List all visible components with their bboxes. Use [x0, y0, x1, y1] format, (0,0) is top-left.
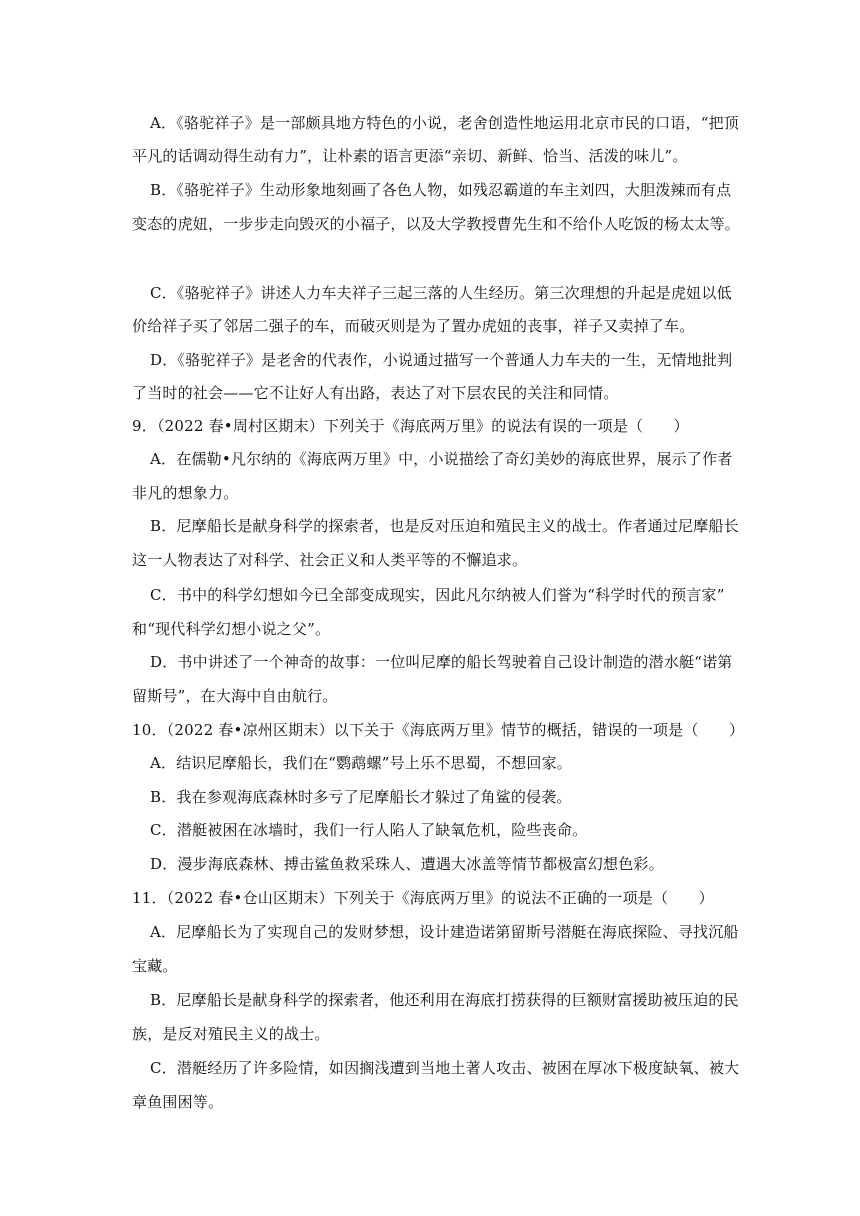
- q11-option-a-line1: A．尼摩船长为了实现自己的发财梦想，设计建造诺第留斯号潜艇在海底探险、寻找沉船: [150, 923, 739, 941]
- q11-option-c-line1: C．潜艇经历了许多险情，如因搁浅遭到当地土著人攻击、被困在厚冰下极度缺氧、被大: [150, 1059, 740, 1077]
- q9-option-c-line2: 和“现代科学幻想小说之父”。: [132, 620, 331, 638]
- q8-option-a-line1: A．《骆驼祥子》是一部颇具地方特色的小说，老舍创造性地运用北京市民的口语，“把顶: [150, 114, 740, 132]
- q8-option-c-line2: 价给祥子买了邻居二强子的车，而破灭则是为了置办虎妞的丧事，祥子又卖掉了车。: [132, 317, 695, 335]
- q11-stem: 11．（2022 春•仓山区期末）下列关于《海底两万里》的说法不正确的一项是（ ）: [132, 889, 714, 907]
- q8-option-d-line1: D．《骆驼祥子》是老舍的代表作，小说通过描写一个普通人力车夫的一生，无情地批判: [150, 351, 733, 369]
- q9-option-d-line1: D．书中讲述了一个神奇的故事：一位叫尼摩的船长驾驶着自己设计制造的潜水艇“诺第: [150, 653, 733, 671]
- q9-option-c-line1: C．书中的科学幻想如今已全部变成现实，因此凡尔纳被人们誉为“科学时代的预言家”: [150, 586, 725, 604]
- q9-stem: 9．（2022 春•周村区期末）下列关于《海底两万里》的说法有误的一项是（ ）: [132, 417, 689, 435]
- q10-option-d: D．漫步海底森林、搏击鲨鱼救采珠人、遭遇大冰盖等情节都极富幻想色彩。: [150, 855, 664, 873]
- q10-option-b: B．我在参观海底森林时多亏了尼摩船长才躲过了角鲨的侵袭。: [150, 788, 572, 806]
- q11-option-b-line1: B．尼摩船长是献身科学的探索者，他还利用在海底打捞获得的巨额财富援助被压迫的民: [150, 991, 739, 1009]
- q11-option-c-line2: 章鱼围困等。: [132, 1093, 224, 1111]
- q9-option-b-line2: 这一人物表达了对科学、社会正义和人类平等的不懈追求。: [132, 551, 528, 569]
- q8-option-a-line2: 平凡的话调动得生动有力”，让朴素的语言更添“亲切、新鲜、恰当、活泼的味儿”。: [132, 147, 688, 165]
- q9-option-b-line1: B．尼摩船长是献身科学的探索者，也是反对压迫和殖民主义的战士。作者通过尼摩船长: [150, 517, 739, 535]
- q10-option-c: C．潜艇被困在冰墙时，我们一行人陷人了缺氧危机，险些丧命。: [150, 821, 588, 839]
- q10-option-a: A．结识尼摩船长，我们在“鹦鹉螺”号上乐不思蜀，不想回家。: [150, 754, 572, 772]
- q8-option-c-line1: C．《骆驼祥子》讲述人力车夫祥子三起三落的人生经历。第三次理想的升起是虎妞以低: [150, 284, 732, 302]
- q8-option-b-line1: B．《骆驼祥子》生动形象地刻画了各色人物，如残忍霸道的车主刘四，大胆泼辣而有点: [150, 181, 732, 199]
- q9-option-a-line1: A．在儒勒•凡尔纳的《海底两万里》中，小说描绘了奇幻美妙的海底世界，展示了作者: [150, 450, 733, 468]
- q8-option-b-line2: 变态的虎妞，一步步走向毁灭的小福子，以及大学教授曹先生和不给仆人吃饭的杨太太等。: [132, 215, 741, 233]
- q11-option-b-line2: 族，是反对殖民主义的战士。: [132, 1025, 330, 1043]
- q9-option-d-line2: 留斯号”，在大海中自由航行。: [132, 687, 338, 705]
- q9-option-a-line2: 非凡的想象力。: [132, 484, 239, 502]
- q8-option-d-line2: 了当时的社会——它不让好人有出路，表达了对下层农民的关注和同情。: [132, 384, 619, 402]
- q10-stem: 10．（2022 春•凉州区期末）以下关于《海底两万里》情节的概括，错误的一项是（ ）: [132, 721, 745, 739]
- q11-option-a-line2: 宝藏。: [132, 957, 178, 975]
